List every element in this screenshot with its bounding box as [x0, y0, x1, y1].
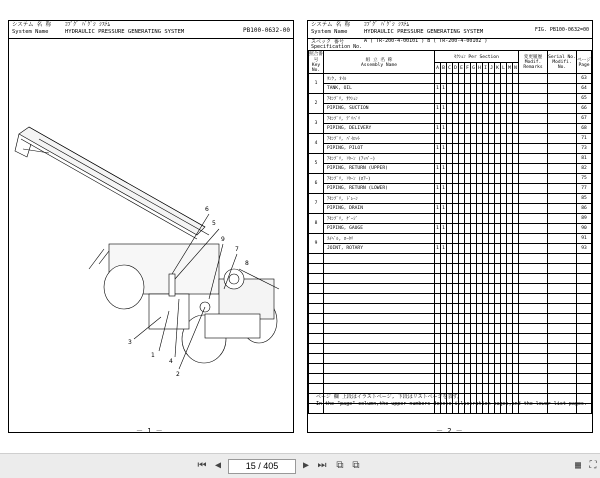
empty-row — [309, 374, 592, 384]
empty-cell — [324, 274, 435, 284]
empty-row — [309, 354, 592, 364]
modif-cell — [519, 204, 548, 214]
page-cell[interactable]: 81 — [577, 154, 592, 164]
left-page-header — [9, 21, 293, 39]
assembly-name-jp: ｱｾﾝﾌﾞﾘ, ｻｸｼｮﾝ — [324, 94, 435, 104]
modif-cell — [519, 184, 548, 194]
empty-cell — [519, 324, 548, 334]
table-row — [309, 234, 592, 244]
empty-cell — [577, 384, 592, 394]
table-row — [309, 214, 592, 224]
assembly-name-en: JOINT, ROTARY — [324, 244, 435, 254]
note-jp: ページ 欄 上段はイラストページ, 下段はリストページを表す。 — [316, 394, 463, 400]
section-cell: 1 — [441, 104, 447, 114]
empty-row — [309, 324, 592, 334]
modif-cell — [519, 94, 548, 104]
modif-cell — [519, 74, 548, 84]
next-page-icon[interactable]: ▶ — [302, 460, 310, 471]
section-letter: E — [459, 63, 465, 74]
empty-cell — [577, 324, 592, 334]
assembly-name-jp: ｽｲﾍﾞﾙ, ﾛｰﾀﾘ — [324, 234, 435, 244]
assembly-name-jp: ｱｾﾝﾌﾞﾘ, ﾘﾀｰﾝ (ｱｯﾊﾟｰ) — [324, 154, 435, 164]
empty-cell — [577, 314, 592, 324]
empty-cell — [548, 384, 577, 394]
table-row — [309, 74, 592, 84]
serial-cell — [548, 104, 577, 114]
col-keyno: 照合番号 Key No. — [309, 52, 323, 73]
serial-cell — [548, 184, 577, 194]
empty-cell — [324, 284, 435, 294]
key-no-cell: 7 — [309, 194, 324, 214]
grid-icon[interactable]: ▦ — [574, 460, 582, 471]
modif-cell — [519, 164, 548, 174]
table-row — [309, 184, 592, 194]
serial-cell — [548, 124, 577, 134]
serial-cell — [548, 134, 577, 144]
section-cell: 1 — [435, 84, 441, 94]
section-letter: L — [501, 63, 507, 74]
section-cell: 1 — [435, 124, 441, 134]
modif-cell — [519, 144, 548, 154]
empty-row — [309, 284, 592, 294]
assembly-name-jp: ｱｾﾝﾌﾞﾘ, ﾃﾞﾘﾊﾞﾘ — [324, 114, 435, 124]
empty-cell — [519, 314, 548, 324]
page-cell[interactable]: 91 — [577, 234, 592, 244]
right-page — [307, 20, 593, 433]
empty-cell — [324, 294, 435, 304]
empty-cell — [324, 324, 435, 334]
serial-cell — [548, 244, 577, 254]
table-row — [309, 144, 592, 154]
page-cell[interactable]: 82 — [577, 164, 592, 174]
empty-cell — [519, 304, 548, 314]
empty-cell — [577, 284, 592, 294]
callout-1: 1 — [151, 352, 155, 359]
assembly-name-jp: ﾀﾝｸ, ｵｲﾙ — [324, 74, 435, 84]
section-cell: 1 — [435, 164, 441, 174]
modif-cell — [519, 244, 548, 254]
key-no-cell: 1 — [309, 74, 324, 94]
section-letter: G — [471, 63, 477, 74]
empty-cell — [309, 344, 324, 354]
empty-cell — [519, 284, 548, 294]
assembly-name-en: PIPING, PILOT — [324, 144, 435, 154]
empty-cell — [309, 264, 324, 274]
page-number-input[interactable]: 15 / 405 — [228, 459, 296, 474]
empty-cell — [519, 344, 548, 354]
callout-9: 9 — [221, 236, 225, 243]
empty-cell — [548, 364, 577, 374]
modif-cell — [519, 224, 548, 234]
section-letter: F — [465, 63, 471, 74]
key-no-cell: 8 — [309, 214, 324, 234]
section-cell: 1 — [441, 164, 447, 174]
page-cell[interactable]: 66 — [577, 104, 592, 114]
col-assembly: 組 立 名 称 Assembly Name — [324, 51, 435, 74]
empty-row — [309, 264, 592, 274]
right-fig-label: FIG. PB100-0632=00 — [534, 27, 589, 33]
section-letter: A — [435, 63, 441, 74]
modif-cell — [519, 234, 548, 244]
empty-cell — [548, 334, 577, 344]
page-cell[interactable]: 73 — [577, 144, 592, 154]
empty-row — [309, 304, 592, 314]
section-cell: 1 — [435, 204, 441, 214]
empty-cell — [577, 264, 592, 274]
page-cell[interactable]: 63 — [577, 74, 592, 84]
section-letter: B — [441, 63, 447, 74]
empty-cell — [309, 354, 324, 364]
assembly-name-en: PIPING, GAUGE — [324, 224, 435, 234]
table-row — [309, 154, 592, 164]
empty-row — [309, 384, 592, 394]
left-page-bottom-number: － 1 － — [136, 427, 163, 435]
serial-cell — [548, 114, 577, 124]
section-cell: 1 — [441, 84, 447, 94]
key-no-cell: 9 — [309, 234, 324, 254]
empty-cell — [577, 344, 592, 354]
empty-cell — [548, 304, 577, 314]
left-system-name: HYDRAULIC PRESSURE GENERATING SYSTEM — [65, 29, 185, 35]
assembly-name-en: PIPING, RETURN (UPPER) — [324, 164, 435, 174]
empty-cell — [519, 294, 548, 304]
empty-cell — [548, 294, 577, 304]
key-no-cell: 2 — [309, 94, 324, 114]
empty-cell — [309, 254, 324, 264]
empty-cell — [577, 274, 592, 284]
empty-cell — [577, 374, 592, 384]
empty-cell — [324, 374, 435, 384]
callout-5: 5 — [212, 220, 216, 227]
table-row — [309, 84, 592, 94]
col-page: ページ Page — [577, 51, 592, 74]
empty-cell — [519, 384, 548, 394]
serial-cell — [548, 174, 577, 184]
left-system-jp: システム 名 称 — [12, 22, 52, 28]
empty-cell — [577, 364, 592, 374]
page-cell[interactable]: 71 — [577, 134, 592, 144]
empty-cell — [548, 284, 577, 294]
empty-cell — [577, 304, 592, 314]
empty-cell — [519, 364, 548, 374]
serial-cell — [548, 164, 577, 174]
section-cell: 1 — [441, 224, 447, 234]
serial-cell — [548, 84, 577, 94]
empty-cell — [519, 334, 548, 344]
empty-cell — [324, 314, 435, 324]
empty-cell — [324, 264, 435, 274]
serial-cell — [548, 74, 577, 84]
fullscreen-icon[interactable]: ⛶ — [589, 460, 597, 471]
assembly-name-en: PIPING, SUCTION — [324, 104, 435, 114]
empty-cell — [519, 354, 548, 364]
table-row — [309, 194, 592, 204]
table-row — [309, 124, 592, 134]
modif-cell — [519, 174, 548, 184]
empty-cell — [309, 364, 324, 374]
serial-cell — [548, 224, 577, 234]
parts-table — [308, 50, 592, 414]
assembly-name-jp: ｱｾﾝﾌﾞﾘ, ﾄﾞﾚｰﾝ — [324, 194, 435, 204]
right-page-header — [308, 21, 592, 39]
section-letter: D — [453, 63, 459, 74]
serial-cell — [548, 214, 577, 224]
empty-row — [309, 254, 592, 264]
empty-cell — [577, 294, 592, 304]
spec-label-en: Specification No. — [311, 44, 363, 50]
section-cell: 1 — [441, 144, 447, 154]
assembly-name-jp: ｱｾﾝﾌﾞﾘ, ｹﾞｰｼﾞ — [324, 214, 435, 224]
key-no-cell: 5 — [309, 154, 324, 174]
empty-cell — [309, 324, 324, 334]
right-page-bottom-number: － 2 － — [436, 427, 463, 435]
assembly-name-jp: ｱｾﾝﾌﾞﾘ, ﾘﾀｰﾝ (ﾛｱｰ) — [324, 174, 435, 184]
callout-8: 8 — [245, 260, 249, 267]
spec-value: A ( TR-200-4-00101 ) B ( TR-200-4-00102 ) — [364, 38, 488, 44]
section-cell: 1 — [435, 244, 441, 254]
empty-cell — [324, 334, 435, 344]
assembly-name-jp: ｱｾﾝﾌﾞﾘ, ﾊﾟｲﾛｯﾄ — [324, 134, 435, 144]
empty-cell — [519, 374, 548, 384]
empty-cell — [309, 374, 324, 384]
key-no-cell: 3 — [309, 114, 324, 134]
table-row — [309, 94, 592, 104]
section-cell: 1 — [441, 124, 447, 134]
table-row — [309, 164, 592, 174]
serial-cell — [548, 94, 577, 104]
right-system-jp: システム 名 称 — [311, 22, 351, 28]
left-system-kana: ｺﾌﾞｸﾞ ﾊﾞｸﾞｼ ｼｽﾃﾑ — [65, 22, 111, 28]
section-cell: 1 — [435, 184, 441, 194]
page-cell[interactable]: 68 — [577, 124, 592, 134]
section-letter: H — [477, 63, 483, 74]
crane-illustration — [9, 39, 293, 419]
empty-cell — [324, 384, 435, 394]
section-cell: 1 — [441, 184, 447, 194]
modif-cell — [519, 214, 548, 224]
empty-cell — [519, 274, 548, 284]
modif-cell — [519, 104, 548, 114]
empty-cell — [309, 314, 324, 324]
page-cell[interactable]: 67 — [577, 114, 592, 124]
empty-cell — [309, 284, 324, 294]
note-en: In the "page" column,the upper numbers denote illustration pages,and the lower list pages. — [316, 401, 587, 407]
callout-2: 2 — [176, 371, 180, 378]
modif-cell — [519, 84, 548, 94]
assembly-name-en: PIPING, RETURN (LOWER) — [324, 184, 435, 194]
empty-cell — [519, 254, 548, 264]
empty-row — [309, 314, 592, 324]
section-letter: K — [495, 63, 501, 74]
table-row — [309, 224, 592, 234]
serial-cell — [548, 144, 577, 154]
page-cell[interactable]: 90 — [577, 224, 592, 234]
section-cell: 1 — [441, 204, 447, 214]
key-no-cell: 6 — [309, 174, 324, 194]
callout-4: 4 — [169, 358, 173, 365]
page-cell[interactable]: 86 — [577, 204, 592, 214]
empty-cell — [324, 354, 435, 364]
section-letter: N — [513, 63, 519, 74]
serial-cell — [548, 234, 577, 244]
empty-cell — [548, 344, 577, 354]
empty-cell — [324, 364, 435, 374]
table-row — [309, 134, 592, 144]
table-row — [309, 244, 592, 254]
modif-cell — [519, 124, 548, 134]
modif-cell — [519, 114, 548, 124]
assembly-name-en: PIPING, DELIVERY — [324, 124, 435, 134]
empty-cell — [577, 334, 592, 344]
right-system-name: HYDRAULIC PRESSURE GENERATING SYSTEM — [364, 29, 484, 35]
empty-cell — [577, 254, 592, 264]
spec-label-jp: スペック 番号 — [311, 39, 345, 45]
page-cell[interactable]: 89 — [577, 214, 592, 224]
section-letter: J — [489, 63, 495, 74]
callout-7: 7 — [235, 246, 239, 253]
page-cell[interactable]: 93 — [577, 244, 592, 254]
empty-cell — [548, 274, 577, 284]
assembly-name-en: PIPING, DRAIN — [324, 204, 435, 214]
page-cell[interactable]: 65 — [577, 94, 592, 104]
section-cell: 1 — [435, 104, 441, 114]
table-row — [309, 114, 592, 124]
empty-cell — [577, 354, 592, 364]
page-cell[interactable]: 77 — [577, 184, 592, 194]
page-cell[interactable]: 75 — [577, 174, 592, 184]
section-cell: 1 — [435, 224, 441, 234]
col-serial: Serial No. Modifi. No. — [548, 51, 577, 74]
modif-cell — [519, 194, 548, 204]
empty-row — [309, 274, 592, 284]
empty-cell — [548, 374, 577, 384]
empty-cell — [309, 334, 324, 344]
modif-cell — [519, 154, 548, 164]
left-system-label: System Name — [12, 29, 49, 35]
previous-page-icon[interactable]: ◀ — [214, 460, 222, 471]
page-cell[interactable]: 85 — [577, 194, 592, 204]
empty-row — [309, 334, 592, 344]
copy-alt-icon[interactable]: ⧉ — [352, 460, 360, 471]
empty-cell — [548, 314, 577, 324]
empty-cell — [548, 354, 577, 364]
table-row — [309, 174, 592, 184]
empty-cell — [324, 344, 435, 354]
callout-6: 6 — [205, 206, 209, 213]
modif-cell — [519, 134, 548, 144]
empty-cell — [324, 254, 435, 264]
serial-cell — [548, 204, 577, 214]
empty-cell — [548, 264, 577, 274]
first-page-icon[interactable]: ⏮ — [197, 460, 207, 471]
pdf-toolbar — [0, 453, 600, 478]
table-row — [309, 104, 592, 114]
col-modif: 変更履歴 Modif. Remarks — [519, 51, 548, 74]
serial-cell — [548, 194, 577, 204]
section-letter: I — [483, 63, 489, 74]
col-section: ｾｸｼｮﾝ Per Section — [435, 51, 519, 63]
section-cell: 1 — [435, 144, 441, 154]
empty-row — [309, 294, 592, 304]
last-page-icon[interactable]: ⏭ — [317, 460, 327, 471]
table-row — [309, 204, 592, 214]
section-letter: C — [447, 63, 453, 74]
empty-row — [309, 344, 592, 354]
page-cell[interactable]: 64 — [577, 84, 592, 94]
empty-cell — [548, 254, 577, 264]
empty-cell — [324, 304, 435, 314]
callout-3: 3 — [128, 339, 132, 346]
left-page — [8, 20, 294, 433]
section-cell: 1 — [441, 244, 447, 254]
section-letter: M — [507, 63, 513, 74]
key-no-cell: 4 — [309, 134, 324, 154]
empty-cell — [309, 384, 324, 394]
right-system-label: System Name — [311, 29, 348, 35]
right-system-kana: ｺﾌﾞｸﾞ ﾊﾞｸﾞｼ ｼｽﾃﾑ — [364, 22, 410, 28]
serial-cell — [548, 154, 577, 164]
empty-cell — [309, 304, 324, 314]
empty-cell — [309, 274, 324, 284]
empty-row — [309, 364, 592, 374]
left-fig-code: PB100-0632-00 — [243, 27, 290, 34]
assembly-name-en: TANK, OIL — [324, 84, 435, 94]
copy-icon[interactable]: ⧉ — [336, 460, 344, 471]
empty-cell — [309, 294, 324, 304]
empty-cell — [548, 324, 577, 334]
empty-cell — [519, 264, 548, 274]
